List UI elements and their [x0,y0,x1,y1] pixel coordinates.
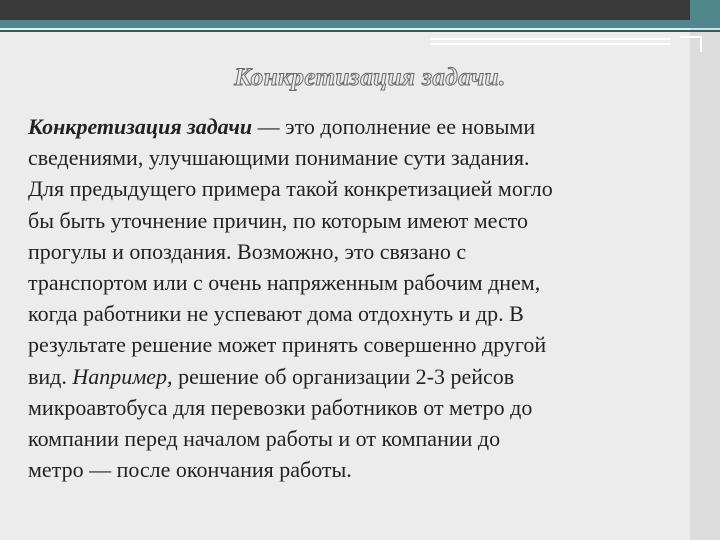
body-line-12: метро — после окончания работы. [28,457,352,483]
decor-corner-frame [680,36,702,52]
example-highlight: Например, [72,363,173,389]
body-line-6: транспортом или с очень напряженным рабочим днем, [28,270,541,296]
body-line-10: микроавтобуса для перевозки работников от метро до [28,394,533,420]
top-accent-stripe [0,20,720,28]
body-line-7: когда работники не успевают дома отдохнуть и др. В [28,301,524,327]
body-line-11: компании перед началом работы и от компании до [28,426,501,452]
top-dark-bar [0,0,720,20]
slide-body [28,111,708,485]
body-text: решение об организации 2-3 рейсов [172,363,515,389]
body-line-8: результате решение может принять совершенно другой [28,332,547,358]
decor-line-upper [430,38,670,40]
body-text: вид. [28,363,73,389]
term-highlight: Конкретизация задачи [28,114,253,139]
slide-title: Конкретизация задачи. [234,64,506,91]
top-divider-line [0,30,720,32]
body-line-1 [28,111,708,142]
body-line-4: бы быть уточнение причин, по которым имеют место [28,207,529,233]
body-text: — это дополнение ее новыми [252,114,536,139]
body-line-3: Для предыдущего примера такой конкретизацией могло [28,176,553,202]
body-line-9 [28,361,708,392]
decor-line-lower [430,43,670,45]
body-line-5: прогулы и опоздания. Возможно, это связано с [28,238,467,264]
top-right-accent-block [690,0,720,28]
body-line-2: сведениями, улучшающими понимание сути задания. [28,145,530,171]
